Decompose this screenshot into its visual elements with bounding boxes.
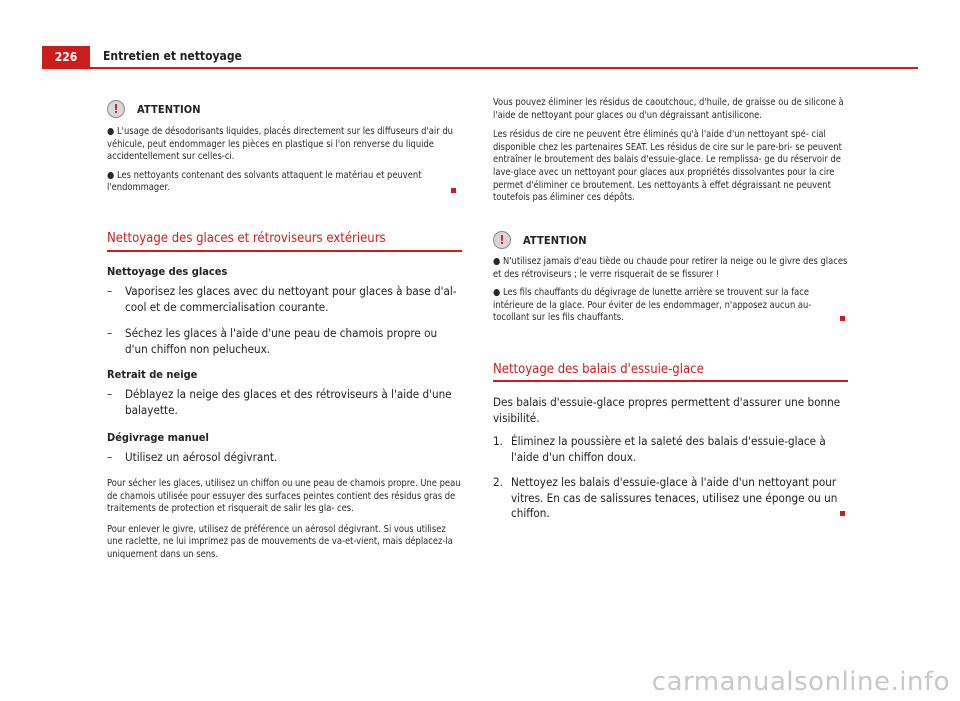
watermark: carmanualsonline.info (651, 667, 950, 697)
numbered-step: 1. Éliminez la poussière et la saleté des balais d'essuie-glace à l'aide d'un chiffon doux. (493, 434, 826, 464)
left-notes (107, 478, 463, 568)
bullet-icon: ● (107, 126, 115, 137)
right-section-title: Nettoyage des balais d'essuie-glace (493, 362, 704, 377)
dash-icon: – (107, 284, 113, 298)
sub-head-manual-defrost: Dégivrage manuel (107, 431, 209, 444)
numbered-step: 2. Nettoyez les balais d'essuie-glace à l'aide d'un nettoyant pour vitres. En cas de salissures tenaces, utilisez une éponge ou un chiffon. (493, 475, 838, 520)
note-paragraph: Pour sécher les glaces, utilisez un chiffon ou une peau de chamois propre. Une peau de chamois utilisée pour essuyer des surfaces peintes contient des résidus gras de traitements de protection et risquerait de salir les gla- ces. (107, 478, 461, 515)
sub-head-glass-cleaning: Nettoyage des glaces (107, 265, 228, 278)
bullet-icon: ● (493, 256, 501, 267)
left-section-rule (107, 250, 462, 252)
dash-icon: – (107, 450, 113, 464)
warning-icon: ! (493, 231, 511, 249)
end-mark-icon (840, 511, 845, 516)
bullet-icon: ● (493, 287, 501, 299)
right-warning-item: ● N'utilisez jamais d'eau tiède ou chaude pour retirer la neige ou le givre des glaces et des rétroviseurs ; le verre risquerait de se fissurer ! (493, 256, 848, 280)
note-paragraph: Vous pouvez éliminer les résidus de caoutchouc, d'huile, de graisse ou de silicone à l'aide de nettoyant pour glaces ou d'un dégraissant antisilicone. (493, 97, 844, 121)
step-item: – Utilisez un aérosol dégivrant. (107, 450, 278, 464)
right-warning-header (493, 231, 587, 249)
header-rule (42, 67, 918, 69)
right-section-rule (493, 380, 848, 382)
right-notes (493, 97, 850, 211)
sub-head-snow-removal: Retrait de neige (107, 368, 198, 381)
left-warning-body (107, 126, 463, 201)
page-number: 226 (42, 46, 90, 68)
left-section-title: Nettoyage des glaces et rétroviseurs extérieurs (107, 231, 386, 246)
step-item: – Vaporisez les glaces avec du nettoyant pour glaces à base d'al- cool et de commercialisation courante. (107, 284, 457, 314)
note-paragraph: Pour enlever le givre, utilisez de préférence un aérosol dégivrant. Si vous utilisez une raclette, ne lui imprimez pas de mouvements de va-et-vient, mais déplacez-la uniquement dans un sens. (107, 523, 453, 560)
left-warning-header (107, 100, 201, 118)
header-title: Entretien et nettoyage (103, 49, 242, 63)
dash-icon: – (107, 326, 113, 340)
end-mark-icon (840, 316, 845, 321)
left-warning-item: ● L'usage de désodorisants liquides, placés directement sur les diffuseurs d'air du véhicule, peut endommager les pièces en plastique si l'on renverse du liquide accidentellement sur celles-ci. (107, 126, 453, 163)
warning-icon: ! (107, 100, 125, 118)
note-paragraph: Les résidus de cire ne peuvent être éliminés qu'à l'aide d'un nettoyant spé- cial disponible chez les partenaires SEAT. Les résidus de cire sur le pare-bri- se peuvent entraîner le broutement des balais d'essuie-glace. Le remplissa- ge du réservoir de lave-glace avec un nettoyant pour glaces aux propriétés dissolvantes pour la cire permet d'éliminer ce broutement. Les nettoyants à effet dégraissant ne peuvent toutefois pas éliminer ces dépôts. (493, 129, 842, 204)
right-warning-title: ATTENTION (523, 233, 587, 247)
dash-icon: – (107, 387, 113, 401)
left-warning-title: ATTENTION (137, 102, 201, 116)
left-warning-item: ● Les nettoyants contenant des solvants attaquent le matériau et peuvent l'endommager. (107, 169, 422, 194)
step-item: – Séchez les glaces à l'aide d'une peau de chamois propre ou d'un chiffon non pelucheux. (107, 326, 438, 356)
bullet-icon: ● (107, 169, 115, 181)
step-item: – Déblayez la neige des glaces et des rétroviseurs à l'aide d'une balayette. (107, 387, 452, 417)
intro-paragraph: Des balais d'essuie-glace propres permettent d'assurer une bonne visibilité. (493, 395, 841, 425)
right-warning-item: ● Les fils chauffants du dégivrage de lunette arrière se trouvent sur la face intérieure de la glace. Pour éviter de les endommager, n'apposez aucun au- tocollant sur les fils chauffants. (493, 287, 812, 324)
end-mark-icon (451, 188, 456, 193)
right-warning-body (493, 256, 850, 331)
